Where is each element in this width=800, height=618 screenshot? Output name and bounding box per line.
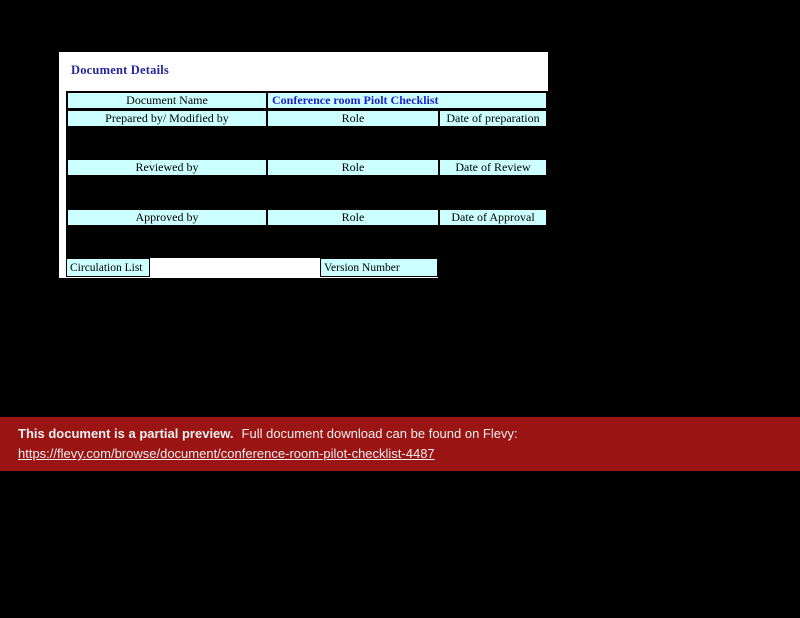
- document-title: Document Details: [71, 63, 169, 77]
- flevy-download-link[interactable]: https://flevy.com/browse/document/conference-room-pilot-checklist-4487: [18, 446, 435, 461]
- redacted-band-3: [66, 227, 548, 258]
- document-page: [59, 52, 548, 278]
- cell-date-of-approval-label: Date of Approval: [438, 210, 546, 225]
- banner-message-regular: Full document download can be found on Flevy:: [241, 426, 518, 441]
- cell-document-name-label: Document Name: [68, 93, 266, 108]
- table-row-document-name: [66, 91, 548, 110]
- cell-reviewed-role-label: Role: [266, 160, 438, 175]
- table-row-approved-by: [66, 208, 548, 227]
- cell-document-name-value: Conference room Piolt Checklist: [266, 93, 546, 108]
- table-row-prepared-by: [66, 109, 548, 128]
- redacted-band-1: [66, 128, 548, 158]
- cell-prepared-role-label: Role: [266, 111, 438, 126]
- cell-approved-role-label: Role: [266, 210, 438, 225]
- banner-message-bold: This document is a partial preview.: [18, 426, 234, 441]
- cell-approved-by-label: Approved by: [68, 210, 266, 225]
- cell-circulation-list-label: Circulation List: [66, 258, 150, 277]
- cell-prepared-by-label: Prepared by/ Modified by: [68, 111, 266, 126]
- cell-date-of-preparation-label: Date of preparation: [438, 111, 546, 126]
- cell-reviewed-by-label: Reviewed by: [68, 160, 266, 175]
- redacted-band-2: [66, 177, 548, 208]
- redacted-band-4: [438, 258, 548, 278]
- cell-version-number-label: Version Number: [320, 258, 438, 277]
- partial-preview-banner: [0, 417, 800, 471]
- cell-date-of-review-label: Date of Review: [438, 160, 546, 175]
- banner-message: [18, 426, 518, 441]
- table-row-reviewed-by: [66, 158, 548, 177]
